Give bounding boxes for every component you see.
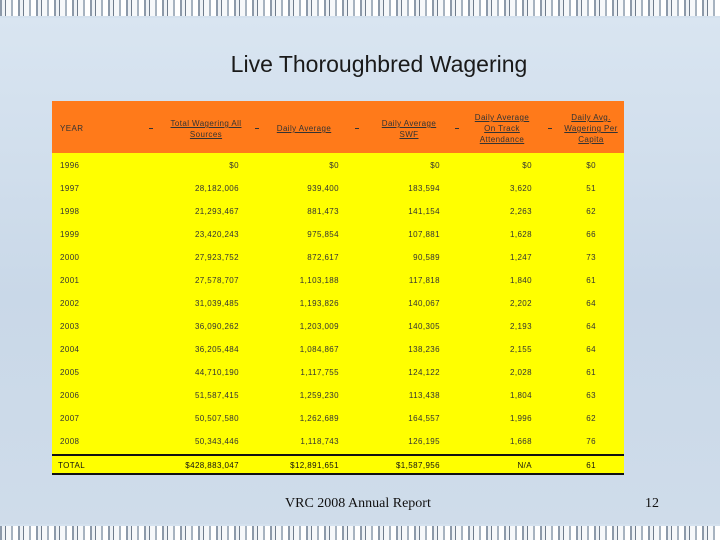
row-daily-average: 1,084,867: [299, 345, 339, 354]
row-daily-attendance: 3,620: [509, 184, 532, 193]
row-daily-attendance: 1,628: [509, 230, 532, 239]
row-daily-average: $0: [329, 161, 339, 170]
row-daily-average: 881,473: [307, 207, 339, 216]
header-per-capita: Daily Avg. Wagering Per Capita: [564, 113, 618, 144]
row-year: 2003: [60, 322, 80, 331]
row-daily-attendance: 1,996: [509, 414, 532, 423]
row-total-wagering: 36,205,484: [194, 345, 239, 354]
row-per-capita: 51: [586, 184, 596, 193]
total-wagering-value: $428,883,047: [185, 461, 239, 470]
row-year: 2000: [60, 253, 80, 262]
row-daily-average-swf: 141,154: [408, 207, 440, 216]
table-row: [52, 246, 624, 269]
header-dropdown-marker: [149, 128, 153, 129]
header-total-wagering: Total Wagering All Sources: [170, 119, 242, 139]
row-total-wagering: 28,182,006: [194, 184, 239, 193]
row-daily-average: 1,193,826: [299, 299, 339, 308]
table-row: [52, 430, 624, 453]
slide-title: Live Thoroughbred Wagering: [230, 51, 528, 77]
row-total-wagering: 21,293,467: [194, 207, 239, 216]
row-per-capita: 63: [586, 391, 596, 400]
table-row: [52, 177, 624, 200]
total-attendance-value: N/A: [517, 461, 532, 470]
total-label: TOTAL: [58, 461, 86, 470]
table-row: [52, 338, 624, 361]
row-year: 1998: [60, 207, 80, 216]
footer-report-label: VRC 2008 Annual Report: [285, 496, 431, 511]
row-total-wagering: $0: [229, 161, 239, 170]
row-daily-average-swf: 117,818: [408, 276, 440, 285]
row-year: 2006: [60, 391, 80, 400]
row-year: 2008: [60, 437, 80, 446]
row-year: 1999: [60, 230, 80, 239]
header-year: YEAR: [60, 124, 84, 133]
row-total-wagering: 44,710,190: [194, 368, 239, 377]
row-daily-average-swf: 140,067: [408, 299, 440, 308]
header-daily-average-swf: Daily Average SWF: [381, 119, 437, 139]
row-per-capita: 64: [586, 345, 596, 354]
row-daily-attendance: 2,155: [509, 345, 532, 354]
row-per-capita: 64: [586, 299, 596, 308]
table-header-row: [52, 101, 624, 153]
row-daily-average: 975,854: [307, 230, 339, 239]
row-per-capita: 76: [586, 437, 596, 446]
table-row: [52, 154, 624, 177]
row-daily-average: 1,203,009: [299, 322, 339, 331]
row-daily-average-swf: 138,236: [408, 345, 440, 354]
row-daily-average-swf: 90,589: [413, 253, 440, 262]
row-per-capita: 62: [586, 414, 596, 423]
row-daily-average: 1,259,230: [299, 391, 339, 400]
wagering-table: [52, 101, 624, 475]
row-total-wagering: 27,923,752: [194, 253, 239, 262]
row-daily-average: 1,118,743: [300, 437, 339, 446]
table-row: [52, 223, 624, 246]
row-per-capita: 64: [586, 322, 596, 331]
row-daily-average-swf: $0: [430, 161, 440, 170]
row-per-capita: 73: [586, 253, 596, 262]
row-daily-attendance: 1,668: [509, 437, 532, 446]
table-total-row: [52, 454, 624, 475]
header-dropdown-marker: [255, 128, 259, 129]
header-dropdown-marker: [548, 128, 552, 129]
row-total-wagering: 31,039,485: [194, 299, 239, 308]
row-year: 2002: [60, 299, 80, 308]
table-row: [52, 407, 624, 430]
row-per-capita: 61: [586, 276, 596, 285]
row-total-wagering: 36,090,262: [194, 322, 239, 331]
row-daily-average-swf: 126,195: [408, 437, 440, 446]
row-daily-average-swf: 107,881: [408, 230, 440, 239]
row-daily-average-swf: 183,594: [408, 184, 440, 193]
top-decorative-stripe: [0, 0, 720, 16]
row-daily-attendance: 2,263: [509, 207, 532, 216]
table-row: [52, 292, 624, 315]
row-daily-average: 1,262,689: [299, 414, 339, 423]
row-daily-average-swf: 113,438: [408, 391, 440, 400]
table-row: [52, 269, 624, 292]
row-per-capita: $0: [586, 161, 596, 170]
row-daily-attendance: $0: [522, 161, 532, 170]
header-dropdown-marker: [455, 128, 459, 129]
row-daily-average: 1,117,755: [300, 368, 339, 377]
table-row: [52, 384, 624, 407]
page-number: 12: [645, 496, 659, 511]
row-daily-average-swf: 140,305: [408, 322, 440, 331]
row-per-capita: 66: [586, 230, 596, 239]
bottom-decorative-stripe: [0, 526, 720, 540]
table-row: [52, 200, 624, 223]
row-daily-average-swf: 124,122: [408, 368, 440, 377]
row-daily-average: 872,617: [307, 253, 339, 262]
row-year: 2001: [60, 276, 80, 285]
row-year: 1997: [60, 184, 80, 193]
row-daily-average-swf: 164,557: [408, 414, 440, 423]
row-total-wagering: 27,578,707: [194, 276, 239, 285]
row-daily-attendance: 2,193: [509, 322, 532, 331]
row-per-capita: 61: [586, 368, 596, 377]
row-daily-attendance: 1,804: [509, 391, 532, 400]
row-total-wagering: 23,420,243: [194, 230, 239, 239]
table-row: [52, 361, 624, 384]
row-total-wagering: 50,507,580: [194, 414, 239, 423]
row-year: 2007: [60, 414, 80, 423]
row-per-capita: 62: [586, 207, 596, 216]
row-daily-average: 939,400: [307, 184, 339, 193]
header-daily-average: Daily Average: [276, 124, 332, 133]
row-daily-attendance: 1,840: [509, 276, 532, 285]
row-daily-attendance: 1,247: [509, 253, 532, 262]
row-daily-average: 1,103,188: [299, 276, 339, 285]
row-daily-attendance: 2,028: [509, 368, 532, 377]
row-daily-attendance: 2,202: [509, 299, 532, 308]
total-daily-average-value: $12,891,651: [290, 461, 339, 470]
row-total-wagering: 51,587,415: [194, 391, 239, 400]
total-swf-value: $1,587,956: [395, 461, 440, 470]
row-year: 2004: [60, 345, 80, 354]
table-row: [52, 315, 624, 338]
row-total-wagering: 50,343,446: [194, 437, 239, 446]
row-year: 2005: [60, 368, 80, 377]
header-daily-attendance: Daily Average On Track Attendance: [474, 113, 530, 144]
header-dropdown-marker: [355, 128, 359, 129]
total-per-capita-value: 61: [586, 461, 596, 470]
row-year: 1996: [60, 161, 80, 170]
